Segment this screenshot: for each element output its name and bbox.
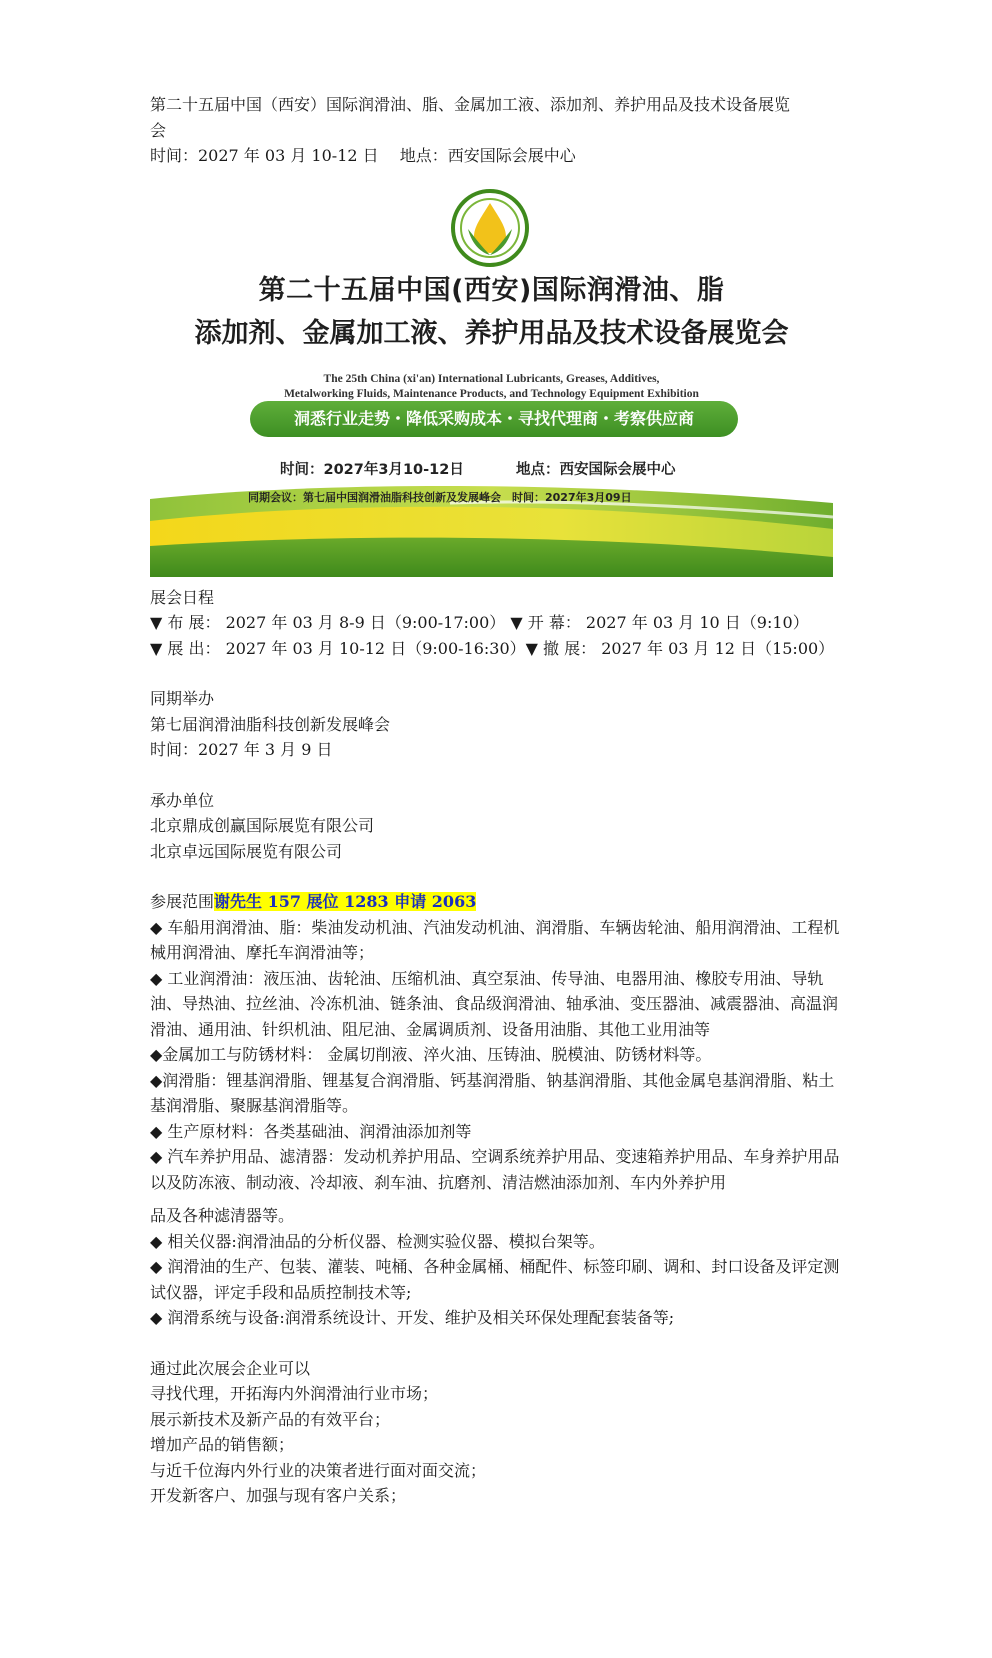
concurrent-time: 时间：2027 年 3 月 9 日 [150, 740, 333, 759]
schedule-row-1: ▼ 布 展： 2027 年 03 月 8-9 日（9:00-17:00） ▼ 开 幕： 2027 年 03 月 10 日（9:10） [150, 613, 809, 632]
schedule-heading: 展会日程 [150, 587, 215, 607]
banner-slogan: 洞悉行业走势・降低采购成本・寻找代理商・考察供应商 [250, 401, 738, 437]
scope-heading: 参展范围 [150, 892, 215, 911]
exhibition-banner [150, 181, 833, 577]
contact-highlight: 谢先生 157 展位 1283 申请 2063 [214, 892, 477, 911]
scope-item: ◆ 生产原材料：各类基础油、润滑油添加剂等 [150, 1121, 472, 1141]
banner-title-line2: 添加剂、金属加工液、养护用品及技术设备展览会 [194, 317, 789, 349]
organizer-item: 北京鼎成创赢国际展览有限公司 [150, 816, 375, 835]
scope-item: ◆金属加工与防锈材料： 金属切削液、淬火油、压铸油、脱模油、防锈材料等。 [150, 1045, 712, 1064]
concurrent-heading: 同期举办 [150, 689, 215, 708]
document-page [150, 92, 850, 1509]
organizers-heading: 承办单位 [150, 790, 215, 810]
scope-item: ◆ 润滑系统与设备:润滑系统设计、开发、维护及相关环保处理配套装备等; [150, 1308, 675, 1327]
benefit-item: 增加产品的销售额； [150, 1435, 295, 1454]
exhibition-title-line1: 第二十五届中国（西安）国际润滑油、脂、金属加工液、添加剂、养护用品及技术设备展览 [150, 95, 791, 114]
benefit-item: 开发新客户、加强与现有客户关系； [150, 1486, 407, 1505]
scope-item: ◆ 润滑油的生产、包装、灌装、吨桶、各种金属桶、桶配件、标签印刷、调和、封口设备及评定测试仪器，评定手段和品质控制技术等; [150, 1257, 840, 1302]
scope-item: ◆ 工业润滑油：液压油、齿轮油、压缩机油、真空泵油、传导油、电器用油、橡胶专用油、导轨油、导热油、拉丝油、冷冻机油、链条油、食品级润滑油、轴承油、变压器油、减震器油、高温润滑油、通用油、针织机油、阻尼油、金属调质剂、设备用油脂、其他工业用油等 [150, 968, 839, 1039]
banner-english-line2: Metalworking Fluids, Maintenance Products, and Technology Equipment Exhibition [284, 387, 699, 400]
banner-place: 地点：西安国际会展中心 [516, 461, 676, 478]
exhibition-title-line2: 会 [150, 120, 167, 140]
schedule-row-2: ▼ 展 出： 2027 年 03 月 10-12 日（9:00-16:30）▼ 撤 展： 2027 年 03 月 12 日（15:00） [150, 638, 835, 658]
oil-drop-hands-icon [453, 191, 527, 265]
exhibition-time-place: 时间：2027 年 03 月 10-12 日 地点：西安国际会展中心 [150, 146, 576, 165]
banner-meeting: 同期会议：第七届中国润滑油脂科技创新及发展峰会 时间：2027年3月09日 [248, 490, 632, 504]
concurrent-name: 第七届润滑油脂科技创新发展峰会 [150, 714, 391, 734]
benefits-heading: 通过此次展会企业可以 [150, 1358, 311, 1378]
scope-item: ◆ 相关仪器:润滑油品的分析仪器、检测实验仪器、模拟台架等。 [150, 1231, 605, 1251]
scope-item: ◆润滑脂：锂基润滑脂、锂基复合润滑脂、钙基润滑脂、钠基润滑脂、其他金属皂基润滑脂、粘土基润滑脂、聚脲基润滑脂等。 [150, 1070, 835, 1115]
scope-heading-line [150, 889, 850, 915]
scope-item: 品及各种滤清器等。 [150, 1206, 295, 1225]
banner-english-line1: The 25th China (xi'an) International Lubricants, Greases, Additives, [323, 372, 660, 385]
banner-title-line1: 第二十五届中国(西安)国际润滑油、脂 [258, 274, 725, 306]
benefit-item: 与近千位海内外行业的决策者进行面对面交流； [150, 1460, 487, 1480]
benefit-item: 寻找代理，开拓海内外润滑油行业市场； [150, 1384, 439, 1403]
scope-item: ◆ 车船用润滑油、脂：柴油发动机油、汽油发动机油、润滑脂、车辆齿轮油、船用润滑油、工程机械用润滑油、摩托车润滑油等； [150, 917, 840, 962]
scope-item: ◆ 汽车养护用品、滤清器：发动机养护用品、空调系统养护用品、变速箱养护用品、车身养护用品以及防冻液、制动液、冷却液、刹车油、抗磨剂、清洁燃油添加剂、车内外养护用 [150, 1147, 840, 1192]
benefit-item: 展示新技术及新产品的有效平台； [150, 1409, 391, 1429]
banner-time: 时间：2027年3月10-12日 [280, 461, 464, 478]
organizer-item: 北京卓远国际展览有限公司 [150, 841, 343, 861]
